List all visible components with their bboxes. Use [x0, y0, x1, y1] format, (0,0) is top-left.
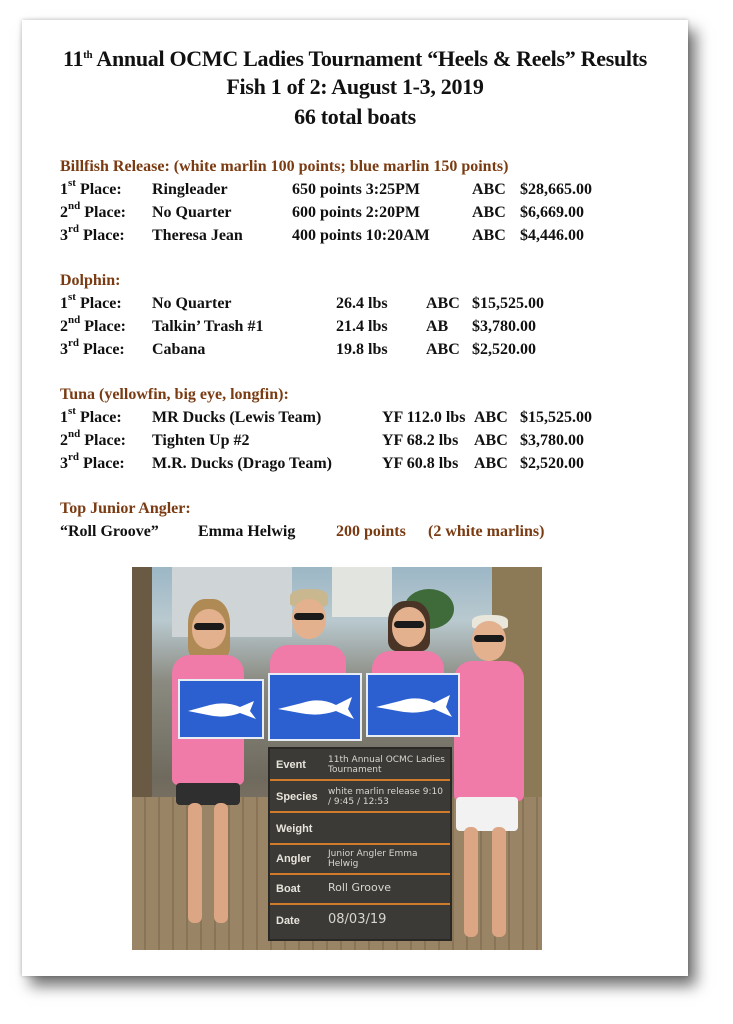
title-line-1: 11th Annual OCMC Ladies Tournament “Heels & Reels” Results	[62, 46, 647, 71]
billfish-heading: Billfish Release: (white marlin 100 points; blue marlin 150 points)	[60, 158, 509, 175]
junior-points: 200 points	[336, 523, 406, 540]
board-date-label: Date	[276, 915, 300, 927]
marlin-flag-2	[268, 673, 362, 741]
board-species-label: Species	[276, 791, 318, 803]
junior-angler: Emma Helwig	[198, 523, 296, 540]
angler-1	[160, 585, 256, 945]
board-event-value: 11th Annual OCMC Ladies Tournament	[328, 755, 445, 775]
junior-boat: “Roll Groove”	[60, 523, 159, 540]
junior-heading: Top Junior Angler:	[60, 500, 191, 517]
marlin-icon	[368, 675, 458, 735]
junior-note: (2 white marlins)	[428, 523, 545, 540]
board-angler-value: Junior Angler Emma Helwig	[328, 849, 418, 869]
board-species-value: white marlin release 9:10 / 9:45 / 12:53	[328, 787, 443, 807]
marlin-icon	[180, 681, 262, 737]
title-line-3: 66 total boats	[294, 104, 416, 129]
board-boat-label: Boat	[276, 883, 301, 895]
tuna-heading: Tuna (yellowfin, big eye, longfin):	[60, 386, 289, 403]
dolphin-heading: Dolphin:	[60, 272, 121, 289]
results-sheet: 11th Annual OCMC Ladies Tournament “Heels & Reels” Results Fish 1 of 2: August 1-3, 2019 66 total boats Billfish Release: (white marlin 100 points; blue marlin 150 points) 1st Place: Ringleader 650 points 3:25PM ABC $28,665.00 2nd Place: No Quarter 600 points 2:20PM ABC $6,669.00 3rd Place: Theresa Jean 400 points 10:20AM ABC $4,446.00 Dolphin: 1st Place: No Quarter 26.4 lbs ABC $15,525.00 2nd Place: Talkin’ Trash #1 21.4 lbs AB $3,780.00 3rd Place: Cabana 19.8 lbs ABC $2,520.00 Tuna (yellowfin, big eye, longfin): 1st Place: MR Ducks (Lewis Team) YF 112.0 lbs ABC $15,525.00 2nd Place: Tighten Up #2 YF 68.2 lbs ABC $3,780.00 3rd Place: M.R. Ducks (Drago Team) YF 60.8 lbs ABC $2,520.00 Top Junior Angler: “Roll Groove” Emma Helwig 200 points (2 white marlins) Event 11th Annual OCMC Ladies Tournament Species white marlin release 9:10 / 9:45 / 12:53 Weight Angler Junior Angler Emma Helwig Boat Roll Groove Date 08/03/19	[22, 20, 688, 976]
board-date-value: 08/03/19	[328, 912, 387, 927]
catch-chalkboard	[268, 747, 452, 941]
board-angler-label: Angler	[276, 853, 311, 865]
marlin-flag-3	[366, 673, 460, 737]
board-event-label: Event	[276, 759, 306, 771]
title-line-2: Fish 1 of 2: August 1-3, 2019	[226, 74, 484, 99]
board-boat-value: Roll Groove	[328, 881, 392, 894]
marlin-flag-1	[178, 679, 264, 739]
tournament-photo	[132, 567, 542, 950]
board-weight-label: Weight	[276, 823, 313, 835]
marlin-icon	[270, 675, 360, 739]
angler-4	[450, 589, 542, 949]
